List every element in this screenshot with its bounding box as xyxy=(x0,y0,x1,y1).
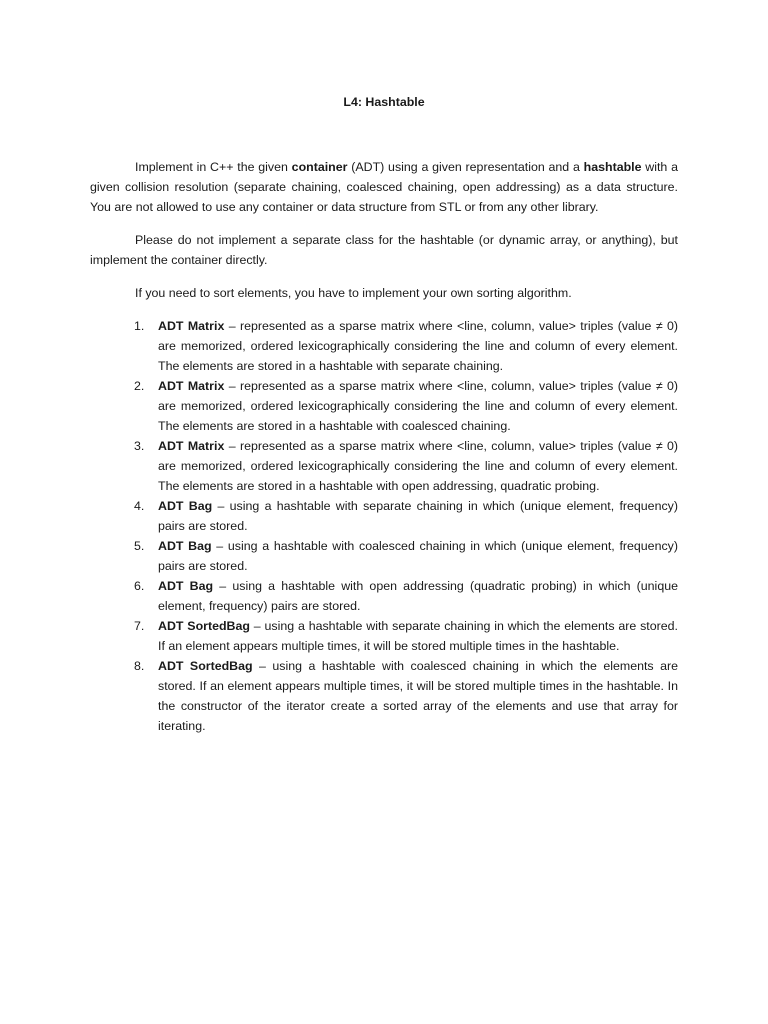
requirements-list xyxy=(90,316,678,736)
list-item-number: 7. xyxy=(134,619,145,633)
intro-paragraph-2: Please do not implement a separate class for the hashtable (or dynamic array, or anything), but implement the container directly. xyxy=(90,233,678,267)
list-item-text: – using a hashtable with separate chaining in which (unique element, frequency) pairs are stored. xyxy=(158,499,678,533)
list-item-number: 6. xyxy=(134,579,145,593)
list-item-adt-name: ADT Bag xyxy=(158,499,213,513)
list-item-adt-name: ADT SortedBag xyxy=(158,659,253,673)
list-item-number: 5. xyxy=(134,539,145,553)
list-item-number: 8. xyxy=(134,659,145,673)
list-item-text: – using a hashtable with open addressing (quadratic probing) in which (unique element, frequency) pairs are stored. xyxy=(158,579,678,613)
list-item xyxy=(90,316,678,376)
list-item xyxy=(90,436,678,496)
list-item xyxy=(90,616,678,656)
list-item-text: – using a hashtable with coalesced chaining in which (unique element, frequency) pairs are stored. xyxy=(158,539,678,573)
intro-p1-keyword-hashtable: hashtable xyxy=(583,160,642,174)
list-item-adt-name: ADT Bag xyxy=(158,539,212,553)
list-item xyxy=(90,656,678,736)
list-item xyxy=(90,376,678,436)
intro-p1-text-a: Implement in C++ the given xyxy=(135,160,292,174)
list-item-adt-name: ADT Matrix xyxy=(158,319,225,333)
list-item-text: – represented as a sparse matrix where <line, column, value> triples (value ≠ 0) are memorized, ordered lexicographically considering the line and column of every element. The elements are stored in a hashtable with separate chaining. xyxy=(158,319,679,373)
list-item-adt-name: ADT SortedBag xyxy=(158,619,250,633)
list-item-number: 1. xyxy=(134,319,145,333)
list-item-adt-name: ADT Matrix xyxy=(158,439,225,453)
intro-p1-keyword-container: container xyxy=(291,160,348,174)
list-item-text: – represented as a sparse matrix where <line, column, value> triples (value ≠ 0) are memorized, ordered lexicographically considering the line and column of every element. The elements are stored in a hashtable with open addressing, quadratic probing. xyxy=(158,439,679,493)
list-item-adt-name: ADT Bag xyxy=(158,579,214,593)
document-title: L4: Hashtable xyxy=(343,95,425,109)
list-item xyxy=(90,536,678,576)
list-item xyxy=(90,576,678,616)
list-item-adt-name: ADT Matrix xyxy=(158,379,225,393)
list-item-text: – represented as a sparse matrix where <line, column, value> triples (value ≠ 0) are memorized, ordered lexicographically considering the line and column of every element. The elements are stored in a hashtable with coalesced chaining. xyxy=(158,379,679,433)
intro-paragraph-1 xyxy=(90,157,678,217)
intro-p1-text-e: with a given collision resolution (separate chaining, coalesced chaining, open addressing) as a data structure. You are not allowed to use any container or data structure from STL or from any other library. xyxy=(90,160,678,214)
intro-p1-text-c: (ADT) using a given representation and a xyxy=(347,160,584,174)
list-item xyxy=(90,496,678,536)
list-item-number: 3. xyxy=(134,439,145,453)
list-item-text: – using a hashtable with coalesced chaining in which the elements are stored. If an element appears multiple times, it will be stored multiple times in the hashtable. In the constructor of the iterator create a sorted array of the elements and use that array for iterating. xyxy=(158,659,678,733)
list-item-number: 2. xyxy=(134,379,145,393)
intro-paragraph-3: If you need to sort elements, you have to implement your own sorting algorithm. xyxy=(135,286,572,300)
list-item-text: – using a hashtable with separate chaining in which the elements are stored. If an element appears multiple times, it will be stored multiple times in the hashtable. xyxy=(158,619,678,653)
list-item-number: 4. xyxy=(134,499,145,513)
